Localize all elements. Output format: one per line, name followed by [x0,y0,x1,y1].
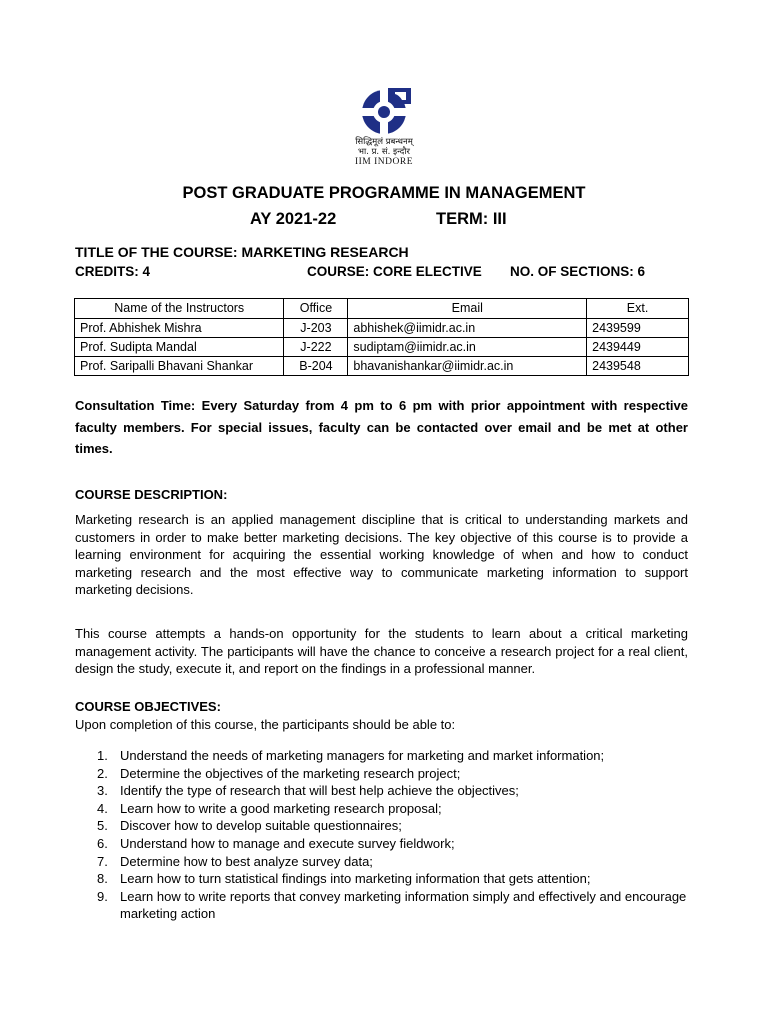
list-item-number: 8. [97,871,108,887]
instructor-email: sudiptam@iimidr.ac.in [348,338,587,357]
logo-motto: सिद्धिमूलं प्रबन्धनम् [355,137,413,147]
instructor-name: Prof. Abhishek Mishra [75,319,284,338]
iim-emblem-icon [351,84,417,136]
list-item-number: 2. [97,765,108,781]
term: TERM: III [436,210,507,228]
list-item [75,888,688,923]
logo-english-name: IIM INDORE [354,157,414,167]
objectives-list [75,747,688,923]
instructor-email: abhishek@iimidr.ac.in [348,319,587,338]
column-header-ext: Ext. [587,299,689,319]
list-item-text: Understand how to manage and execute survey fieldwork; [120,835,455,851]
list-item-text: Learn how to turn statistical findings into marketing information that gets attention; [120,871,591,887]
table-header-row [75,299,689,319]
list-item [75,835,688,853]
list-item [75,782,688,800]
instructor-ext: 2439449 [587,338,689,357]
instructor-ext: 2439548 [587,357,689,376]
course-objectives-heading: COURSE OBJECTIVES: [75,699,221,714]
course-credits: CREDITS: 4 [75,264,151,279]
programme-title: POST GRADUATE PROGRAMME IN MANAGEMENT [182,184,586,202]
instructor-ext: 2439599 [587,319,689,338]
instructor-office: J-222 [284,338,348,357]
instructors-table [74,298,689,376]
instructor-office: B-204 [284,357,348,376]
list-item [75,817,688,835]
list-item-text: Learn how to write reports that convey marketing information simply and effectively and encourage marketing action [120,888,687,922]
column-header-name: Name of the Instructors [75,299,284,319]
list-item-number: 7. [97,853,108,869]
course-title: TITLE OF THE COURSE: MARKETING RESEARCH [75,244,409,260]
logo-hindi-name: भा. प्र. सं. इन्दौर [358,147,410,157]
list-item-number: 6. [97,835,108,851]
list-item-text: Identify the type of research that will best help achieve the objectives; [120,783,519,799]
course-type: COURSE: CORE ELECTIVE [307,264,482,279]
list-item-number: 5. [97,818,108,834]
course-description-paragraph: This course attempts a hands-on opportunity for the students to learn about a critical marketing management activity. The participants will have the chance to conceive a research project for a real client, design the study, execute it, and report on the findings in a professional manner. [75,626,688,677]
table-row [75,338,689,357]
list-item [75,765,688,783]
course-sections: NO. OF SECTIONS: 6 [510,264,646,279]
list-item [75,870,688,888]
list-item [75,853,688,871]
list-item-number: 4. [97,800,108,816]
consultation-time: Consultation Time: Every Saturday from 4 pm to 6 pm with prior appointment with respective faculty members. For special issues, faculty can be contacted over email and be met at other times. [75,398,688,456]
list-item-number: 1. [97,748,108,763]
list-item-text: Learn how to write a good marketing research proposal; [120,800,442,816]
list-item-text: Determine how to best analyze survey data; [120,853,373,869]
table-row [75,319,689,338]
instructor-name: Prof. Saripalli Bhavani Shankar [75,357,284,376]
instructor-email: bhavanishankar@iimidr.ac.in [348,357,587,376]
list-item [75,747,688,765]
table-row [75,357,689,376]
instructor-name: Prof. Sudipta Mandal [75,338,284,357]
list-item-number: 3. [97,783,108,799]
course-description-heading: COURSE DESCRIPTION: [75,487,228,502]
instructor-office: J-203 [284,319,348,338]
list-item-number: 9. [97,888,108,904]
list-item-text: Determine the objectives of the marketing research project; [120,765,461,781]
course-description-paragraph: Marketing research is an applied management discipline that is critical to understanding markets and customers in order to make better marketing decisions. The key objective of this course is to provide a learning environment for acquiring the essential working knowledge of when and how to conduct marketing research and the most effective way to communicate marketing information to support marketing decisions. [75,512,688,598]
column-header-office: Office [284,299,348,319]
iim-indore-logo [334,84,434,167]
list-item-text: Understand the needs of marketing managers for marketing and market information; [120,748,605,763]
list-item-text: Discover how to develop suitable questionnaires; [120,818,402,834]
list-item [75,800,688,818]
column-header-email: Email [348,299,587,319]
course-objectives-intro: Upon completion of this course, the participants should be able to: [75,717,456,732]
academic-year: AY 2021-22 [250,210,337,228]
